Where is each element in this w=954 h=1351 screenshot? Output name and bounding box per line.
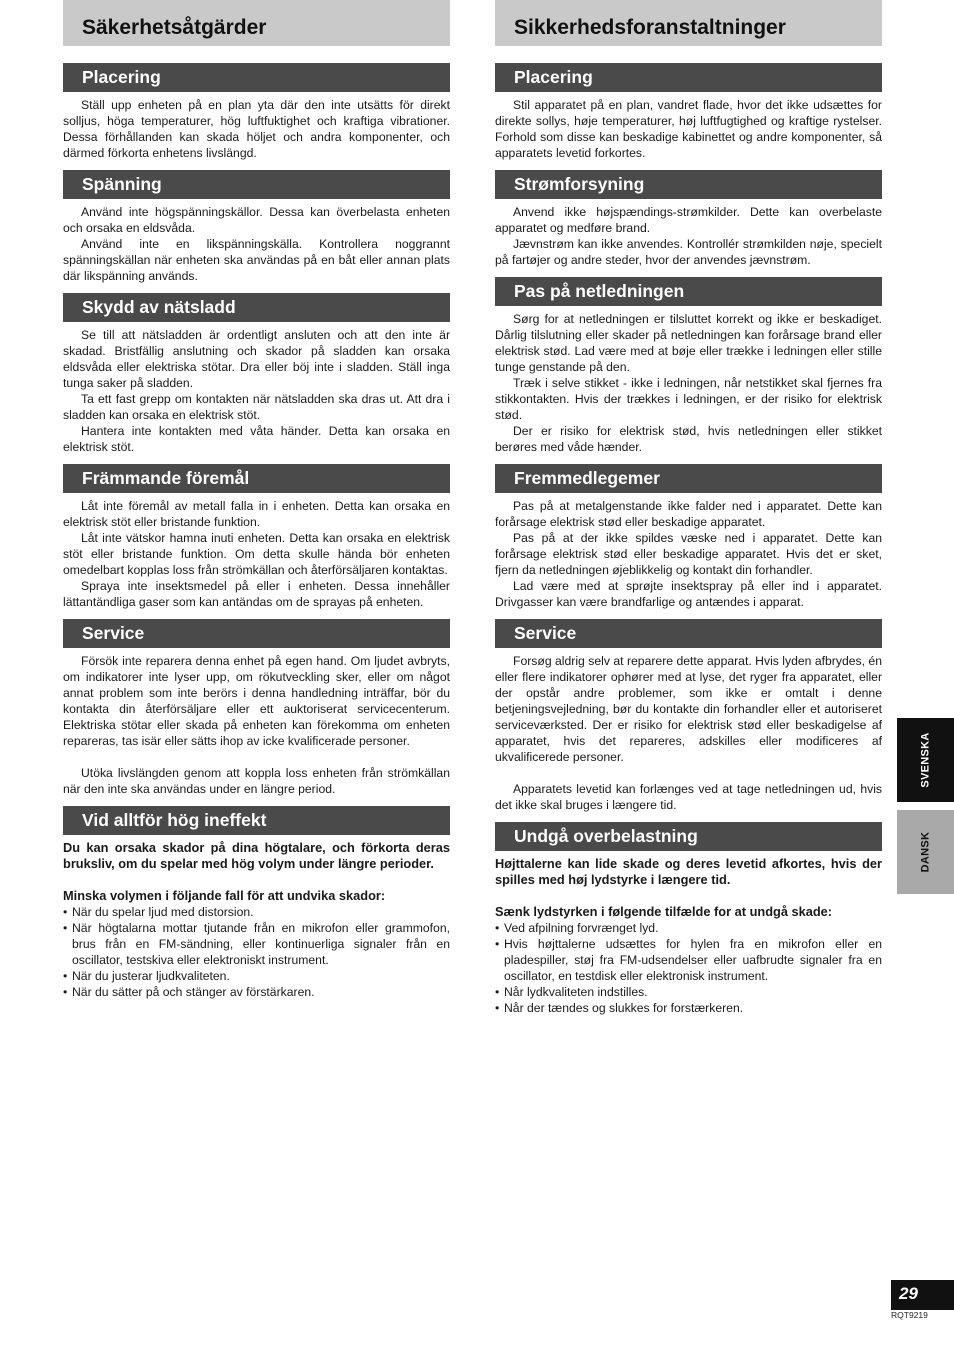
- bullet-icon: •: [495, 921, 500, 935]
- paragraph: Pas på at metalgenstande ikke falder ned i apparatet. Dette kan forårsage elektrisk stød eller beskadige apparatet.: [495, 499, 882, 529]
- list-item: [495, 920, 882, 936]
- paragraph: Använd inte högspänningskällor. Dessa kan överbelasta enheten och orsaka en eldsvåda.: [63, 205, 450, 235]
- list-item: [63, 984, 450, 1000]
- warning-subheading: Minska volymen i följande fall för att undvika skador:: [63, 888, 386, 903]
- list-item-text: Hvis højttalerne udsættes for hylen fra en mikrofon eller en pladespiller, støj fra FM-udsendelser eller uafbrudte signaler fra en oscillator, en testdisk eller elektronisk instrument.: [504, 937, 882, 983]
- section-heading-pas-pa-netledningen: Pas på netledningen: [495, 277, 882, 306]
- section-heading-placering: Placering: [495, 63, 882, 92]
- section-body-vid-alltfor-hog-ineffekt: [63, 840, 450, 1000]
- page-title-danish: Sikkerhedsforanstaltninger: [495, 0, 882, 46]
- paragraph: Låt inte föremål av metall falla in i enheten. Detta kan orsaka en elektrisk stöt eller bristande funktion.: [63, 499, 450, 529]
- language-tab-label: SVENSKA: [919, 732, 932, 788]
- warning-text: Du kan orsaka skador på dina högtalare, och förkorta deras bruksliv, om du spelar med hög volym under längre perioder.: [63, 840, 450, 871]
- list-item-text: Når der tændes og slukkes for forstærkeren.: [504, 1001, 744, 1015]
- paragraph: Pas på at der ikke spildes væske ned i apparatet. Dette kan forårsage elektrisk stød eller beskadige apparatet. Hvis det er sket, fjern da netledningen øjeblikkelig og kontakt din forhandler.: [495, 531, 882, 577]
- section-heading-fremmedlegemer: Fremmedlegemer: [495, 464, 882, 493]
- section-body-spanning: [63, 204, 450, 284]
- list-item: [495, 936, 882, 984]
- bullet-icon: •: [63, 921, 68, 935]
- section-heading-spanning: Spänning: [63, 170, 450, 199]
- paragraph: Apparatets levetid kan forlænges ved at tage netledningen ud, hvis det ikke skal bruges i længere tid.: [495, 782, 882, 812]
- section-heading-undga-overbelastning: Undgå overbelastning: [495, 822, 882, 851]
- bullet-icon: •: [63, 985, 68, 999]
- swedish-column: [63, 0, 450, 1009]
- bullet-icon: •: [495, 1001, 500, 1015]
- paragraph: Anvend ikke højspændings-strømkilder. Dette kan overbelaste apparatet og medføre brand.: [495, 205, 882, 235]
- list-item-text: Ved afpilning forvrænget lyd.: [504, 921, 659, 935]
- section-body-service: [63, 653, 450, 797]
- language-tab-dansk: [897, 810, 954, 894]
- section-heading-service: Service: [495, 619, 882, 648]
- section-body-stromforsyning: [495, 204, 882, 268]
- page-title-swedish: Säkerhetsåtgärder: [63, 0, 450, 46]
- bullet-icon: •: [63, 905, 68, 919]
- bullet-icon: •: [63, 969, 68, 983]
- language-tab-svenska: [897, 718, 954, 802]
- paragraph: Ta ett fast grepp om kontakten när nätsladden ska dras ut. Att dra i sladden kan orsaka en elektrisk stöt.: [63, 392, 450, 422]
- paragraph: Stil apparatet på en plan, vandret flade, hvor det ikke udsættes for direkte sollys, høje temperaturer, høj luftfugtighed og kraftige rystelser. Forhold som disse kan beskadige kabinettet og andre komponenter, så apparatets levetid forkortes.: [495, 98, 882, 160]
- section-body-fremmedlegemer: [495, 498, 882, 610]
- paragraph: Se till att nätsladden är ordentligt ansluten och att den inte är skadad. Bristfällig anslutning och skador på sladden kan orsaka eldsvåda eller elektriska stötar. Dra eller böj inte i sladden. Ställ inga tunga saker på sladden.: [63, 328, 450, 390]
- section-heading-frammande-foremal: Främmande föremål: [63, 464, 450, 493]
- paragraph: Jævnstrøm kan ikke anvendes. Kontrollér strømkilden nøje, specielt på fartøjer og andre steder, hvor der anvendes jævnstrøm.: [495, 237, 882, 267]
- list-item-text: När du sätter på och stänger av förstärkaren.: [72, 985, 315, 999]
- paragraph: Låt inte vätskor hamna inuti enheten. Detta kan orsaka en elektrisk stöt eller bristande funktion. Om detta skulle hända bör enheten omedelbart kopplas loss från strömkällan och återförsäljaren kontaktas.: [63, 531, 450, 577]
- section-body-frammande-foremal: [63, 498, 450, 610]
- paragraph: Forsøg aldrig selv at reparere dette apparat. Hvis lyden afbrydes, én eller flere indikatorer ophører med at lyse, det ryger fra apparatet, eller der opstår andre problemer, som ikke er omtalt i denne betjeningsvejledning, bør du kontakte din forhandler eller et autoriseret serviceværksted. Der er risiko for elektrisk stød eller beskadigelse af apparatet, hvis det repareres, adskilles eller modificeres af ukvalificerede personer.: [495, 654, 882, 764]
- section-body-placering: [63, 97, 450, 161]
- list-item: [63, 968, 450, 984]
- danish-column: [495, 0, 882, 1025]
- section-body-placering: [495, 97, 882, 161]
- list-item-text: Når lydkvaliteten indstilles.: [504, 985, 648, 999]
- bullet-icon: •: [495, 985, 500, 999]
- page-number: 29: [891, 1280, 954, 1310]
- paragraph: Lad være med at sprøjte insektspray på eller ind i apparatet. Drivgasser kan være brandfarlige og antændes i apparat.: [495, 579, 882, 609]
- document-code: RQT9219: [891, 1310, 928, 1320]
- bullet-list: [495, 920, 882, 1016]
- paragraph: Sørg for at netledningen er tilsluttet korrekt og ikke er beskadiget. Dårlig tilslutning eller skader på netledningen kan forårsage brand eller elektrisk stød. Lad være med at bøje eller trække i ledningen eller stille tunge genstande på den.: [495, 312, 882, 374]
- paragraph: Der er risiko for elektrisk stød, hvis netledningen eller stikket berøres med våde hænder.: [495, 424, 882, 454]
- list-item: [495, 1000, 882, 1016]
- section-heading-placering: Placering: [63, 63, 450, 92]
- section-body-service: [495, 653, 882, 813]
- paragraph: Försök inte reparera denna enhet på egen hand. Om ljudet avbryts, om indikatorer inte lyser upp, om rökutveckling sker, eller om något annat problem som inte berörs i denna handledning inträffar, bör du kontakta din återförsäljare eller ett auktoriserat servicecenterum. Elektriska stötar eller skada på enheten kan förekomma om enheten repareras, tas isär eller sätts ihop av icke kvalificerade personer.: [63, 654, 450, 748]
- paragraph: Spraya inte insektsmedel på eller i enheten. Dessa innehåller lättantändliga gaser som kan antändas om de sprayas på enheten.: [63, 579, 450, 609]
- list-item: [63, 920, 450, 968]
- list-item-text: När högtalarna mottar tjutande från en mikrofon eller grammofon, brus från en FM-sändning, eller kontinuerliga signaler från en oscillator, testskiva eller elektroniskt instrument.: [72, 921, 450, 967]
- list-item: [63, 904, 450, 920]
- paragraph: Utöka livslängden genom att koppla loss enheten från strömkällan när den inte ska användas under en längre period.: [63, 766, 450, 796]
- section-heading-service: Service: [63, 619, 450, 648]
- bullet-icon: •: [495, 937, 500, 951]
- list-item-text: När du justerar ljudkvaliteten.: [72, 969, 230, 983]
- section-body-undga-overbelastning: [495, 856, 882, 1016]
- section-body-pas-pa-netledningen: [495, 311, 882, 455]
- section-heading-stromforsyning: Strømforsyning: [495, 170, 882, 199]
- list-item-text: När du spelar ljud med distorsion.: [72, 905, 254, 919]
- list-item: [495, 984, 882, 1000]
- bullet-list: [63, 904, 450, 1000]
- section-body-skydd-av-natsladd: [63, 327, 450, 455]
- section-heading-vid-alltfor-hog-ineffekt: Vid alltför hög ineffekt: [63, 806, 450, 835]
- section-heading-skydd-av-natsladd: Skydd av nätsladd: [63, 293, 450, 322]
- warning-subheading: Sænk lydstyrken i følgende tilfælde for at undgå skade:: [495, 904, 833, 919]
- paragraph: Hantera inte kontakten med våta händer. Detta kan orsaka en elektrisk stöt.: [63, 424, 450, 454]
- warning-text: Højttalerne kan lide skade og deres levetid afkortes, hvis der spilles med høj lydstyrke i længere tid.: [495, 856, 882, 887]
- language-tab-label: DANSK: [919, 831, 932, 873]
- paragraph: Ställ upp enheten på en plan yta där den inte utsätts för direkt solljus, höga temperaturer, hög luftfuktighet och kraftiga vibrationer. Dessa förhållanden kan skada höljet och andra komponenter, och därmed förkorta enhetens livslängd.: [63, 98, 450, 160]
- paragraph: Træk i selve stikket - ikke i ledningen, når netstikket skal fjernes fra stikkontakten. Hvis der trækkes i ledningen, er der risiko for elektrisk stød.: [495, 376, 882, 422]
- paragraph: Använd inte en likspänningskälla. Kontrollera noggrannt spänningskällan när enheten ska användas på en båt eller annan plats där likspänning används.: [63, 237, 450, 283]
